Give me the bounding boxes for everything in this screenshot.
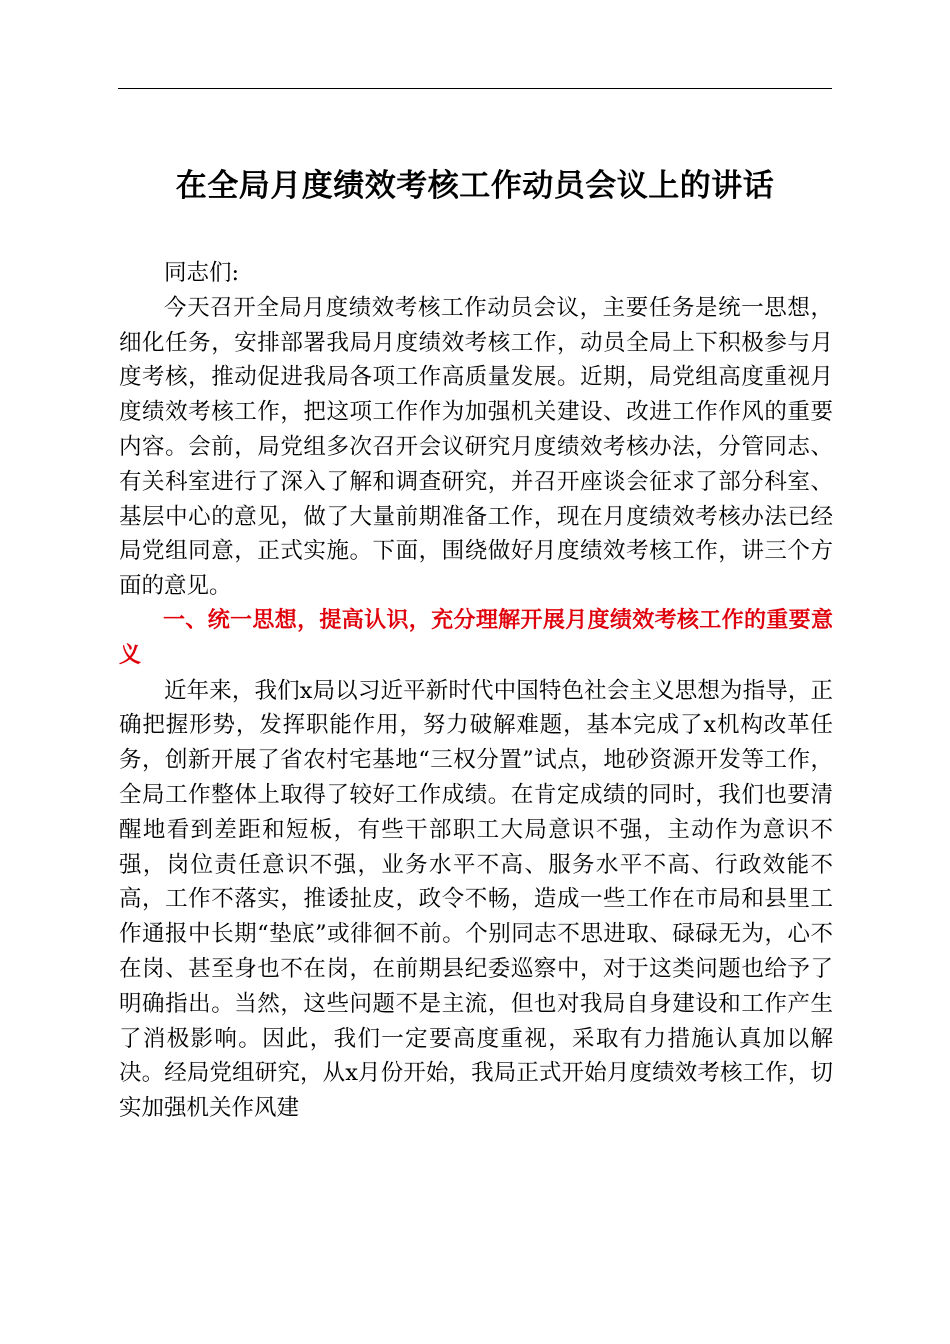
paragraph-section-1: 近年来，我们x局以习近平新时代中国特色社会主义思想为指导，正确把握形势，发挥职能作用，努力破解难题，基本完成了x机构改革任务，创新开展了省农村宅基地“三权分置”试点，地砂资源开发等工作，全局工作整体上取得了较好工作成绩。在肯定成绩的同时，我们也要清醒地看到差距和短板，有些干部职工大局意识不强，主动作为意识不强，岗位责任意识不强，业务水平不高、服务水平不高、行政效能不高，工作不落实，推诿扯皮，政令不畅，造成一些工作在市局和县里工作通报中长期“垫底”或徘徊不前。个别同志不思进取、碌碌无为，心不在岗、甚至身也不在岗，在前期县纪委巡察中，对于这类问题也给予了明确指出。当然，这些问题不是主流，但也对我局自身建设和工作产生了消极影响。因此，我们一定要高度重视，采取有力措施认真加以解决。经局党组研究，从x月份开始，我局正式开始月度绩效考核工作，切实加强机关作风建 xyxy=(119,677,833,1122)
document-body xyxy=(119,256,833,1126)
paragraph-intro: 今天召开全局月度绩效考核工作动员会议，主要任务是统一思想，细化任务，安排部署我局月度绩效考核工作，动员全局上下积极参与月度考核，推动促进我局各项工作高质量发展。近期，局党组高度重视月度绩效考核工作，把这项工作作为加强机关建设、改进工作作风的重要内容。会前，局党组多次召开会议研究月度绩效考核办法，分管同志、有关科室进行了深入了解和调查研究，并召开座谈会征求了部分科室、基层中心的意见，做了大量前期准备工作，现在月度绩效考核办法已经局党组同意，正式实施。下面，围绕做好月度绩效考核工作，讲三个方面的意见。 xyxy=(119,294,833,600)
section-heading-1: 一、统一思想，提高认识，充分理解开展月度绩效考核工作的重要意义 xyxy=(119,607,833,668)
greeting: 同志们: xyxy=(164,260,240,286)
header-rule xyxy=(118,88,832,89)
document-title: 在全局月度绩效考核工作动员会议上的讲话 xyxy=(175,168,775,204)
